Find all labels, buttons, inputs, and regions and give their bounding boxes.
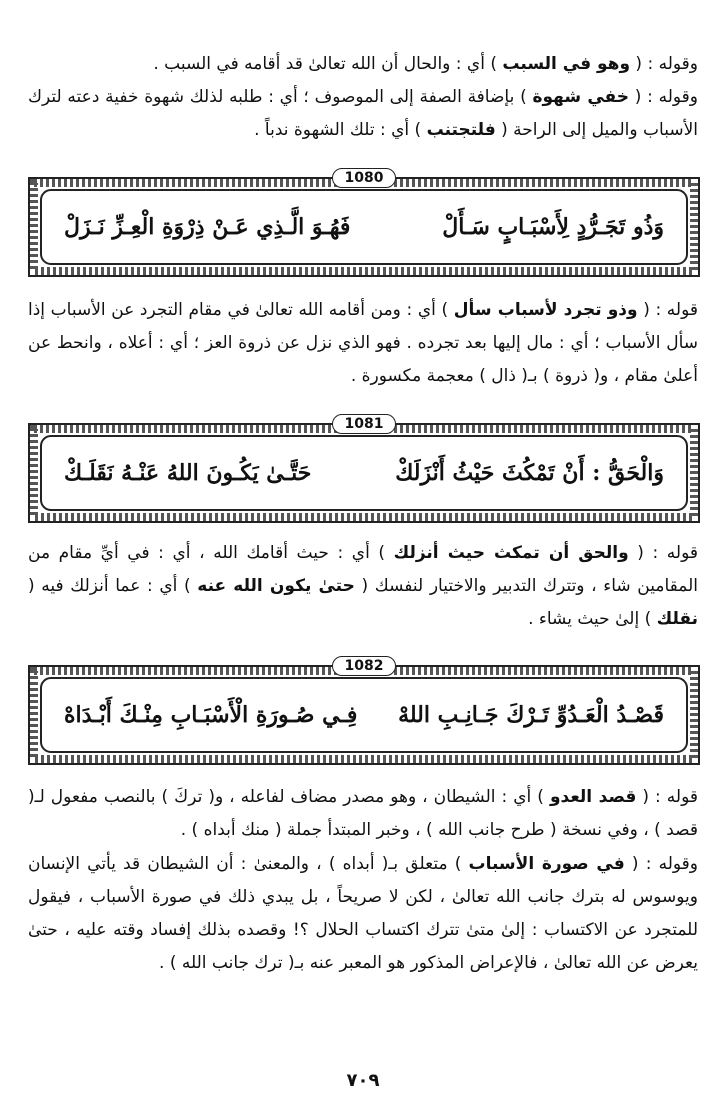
hemistich-left: فِـي صُـورَةِ الْأَسْبَـابِ مِنْـكَ أَبْـدَاهْ xyxy=(64,702,358,728)
verse-number-badge: 1080 xyxy=(28,168,700,188)
verse-line xyxy=(64,452,664,494)
verse-number-badge: 1081 xyxy=(28,414,700,434)
hemistich-right: وَالْحَقُّ : أَنْ تَمْكُثَ حَيْثُ أَنْزَلَكْ xyxy=(395,460,664,486)
verse-number-badge: 1082 xyxy=(28,656,700,676)
verse-frame-1081 xyxy=(28,418,700,524)
paragraph-fi-surat-al-asbab: وقوله : ( في صورة الأسباب ) متعلق بـ( أبداه ) ، والمعنىٰ : أن الشيطان قد يأتي الإنسان ويوسوس له بترك جانب الله تعالىٰ ، لكن لا صريحاً ، بل يبدي ذلك في صورة الأسباب ، فيقول للمتجرد عن الاكتساب : إلىٰ متىٰ تترك اكتساب الحلال ؟! وقصده بذلك إفساد وقته عليه ، حتىٰ يعرض عن الله تعالىٰ ، فالإعراض المذكور هو المعبر عنه بـ( ترك جانب الله ) . xyxy=(28,854,699,973)
hemistich-left: حَتَّـىٰ يَكُـونَ اللهُ عَنْـهُ نَقَلَـكْ xyxy=(64,460,312,486)
paragraph-khafi-shahwa: وقوله : ( خفي شهوة ) بإضافة الصفة إلى الموصوف ؛ أي : طلبه لذلك شهوة خفية دعته لترك الأسباب والميل إلى الراحة ( فلتجتنب ) أي : تلك الشهوة ندباً . xyxy=(28,87,698,140)
commentary-1081: قوله : ( والحق أن تمكث حيث أنزلك ) أي : حيث أقامك الله ، أي : في أيِّ مقام من المقامين شاء ، وتترك التدبير والاختيار لنفسك ( حتىٰ يكون الله عنه ) أي : عما أنزلك فيه ( نقلك ) إلىٰ حيث يشاء . xyxy=(28,543,698,629)
commentary-1080: قوله : ( وذو تجرد لأسباب سأل ) أي : ومن أقامه الله تعالىٰ في مقام التجرد عن الأسباب إذا سأل الأسباب ؛ أي : مال إليها بعد تجرده . فهو الذي نزل عن ذروة العز ؛ أي : أعلاه ، وانحط عن أعلىٰ مقام ، و( ذروة ) بـ( ذال ) معجمة مكسورة . xyxy=(28,300,698,386)
hemistich-right: قَصْـدُ الْعَـدُوِّ تَـرْكَ جَـانِـبِ اللهْ xyxy=(398,702,664,728)
verse-frame-1080 xyxy=(28,172,700,278)
verse-line xyxy=(64,206,664,248)
verse-line xyxy=(64,694,664,736)
verse-frame-1082 xyxy=(28,660,700,766)
page-number: ٧٠٩ xyxy=(346,1070,380,1091)
paragraph-wahuwa-fi-assabab: وقوله : ( وهو في السبب ) أي : والحال أن الله تعالىٰ قد أقامه في السبب . xyxy=(153,54,698,74)
hemistich-left: فَهُـوَ الَّـذِي عَـنْ ذِرْوَةِ الْعِـزِّ نَـزَلْ xyxy=(64,214,351,240)
commentary-1082: قوله : ( قصد العدو ) أي : الشيطان ، وهو مصدر مضاف لفاعله ، و( تركَ ) بالنصب مفعول لـ( قصد ) ، وفي نسخة ( طرح جانب الله ) ، وخبر المبتدأ جملة ( منك أبداه ) . xyxy=(28,787,698,840)
hemistich-right: وَذُو تَجَـرُّدٍ لِأَسْبَـابٍ سَـأَلْ xyxy=(442,214,664,240)
